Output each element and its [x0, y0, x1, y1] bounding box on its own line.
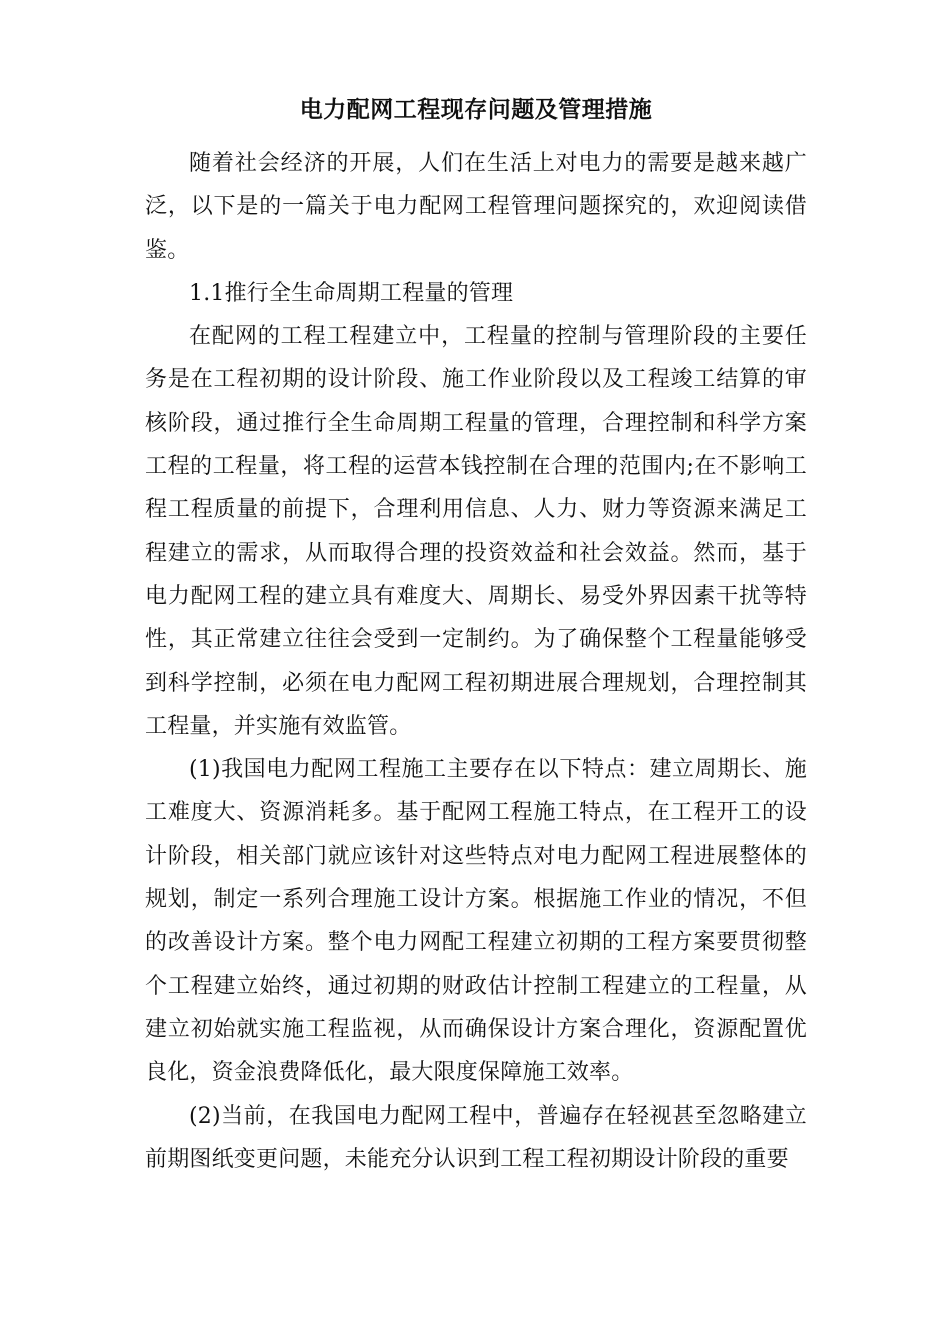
paragraph-lifecycle: 在配网的工程工程建立中，工程量的控制与管理阶段的主要任务是在工程初期的设计阶段、施工作业阶段以及工程竣工结算的审核阶段，通过推行全生命周期工程量的管理，合理控制和科学方案工程的工程量，将工程的运营本钱控制在合理的范围内;在不影响工程工程质量的前提下，合理利用信息、人力、财力等资源来满足工程建立的需求，从而取得合理的投资效益和社会效益。然而，基于电力配网工程的建立具有难度大、周期长、易受外界因素干扰等特性，其正常建立往往会受到一定制约。为了确保整个工程量能够受到科学控制，必须在电力配网工程初期进展合理规划，合理控制其工程量，并实施有效监管。 — [145, 324, 807, 739]
document-title: 电力配网工程现存问题及管理措施 — [299, 96, 653, 123]
section-heading-1-1: 1.1推行全生命周期工程量的管理 — [189, 280, 514, 306]
paragraph-point-2: (2)当前，在我国电力配网工程中，普遍存在轻视甚至忽略建立前期图纸变更问题，未能充分认识到工程工程初期设计阶段的重要 — [145, 1103, 807, 1172]
document-body — [145, 90, 807, 1181]
paragraph-point-1: (1)我国电力配网工程施工主要存在以下特点：建立周期长、施工难度大、资源消耗多。基于配网工程施工特点，在工程开工的设计阶段，相关部门就应该针对这些特点对电力配网工程进展整体的规划，制定一系列合理施工设计方案。根据施工作业的情况，不但的改善设计方案。整个电力网配工程建立初期的工程方案要贯彻整个工程建立始终，通过初期的财政估计控制工程建立的工程量，从建立初始就实施工程监视，从而确保设计方案合理化，资源配置优良化，资金浪费降低化，最大限度保障施工效率。 — [145, 757, 807, 1086]
paragraph-intro: 随着社会经济的开展，人们在生活上对电力的需要是越来越广泛，以下是的一篇关于电力配网工程管理问题探究的，欢迎阅读借鉴。 — [145, 151, 807, 263]
